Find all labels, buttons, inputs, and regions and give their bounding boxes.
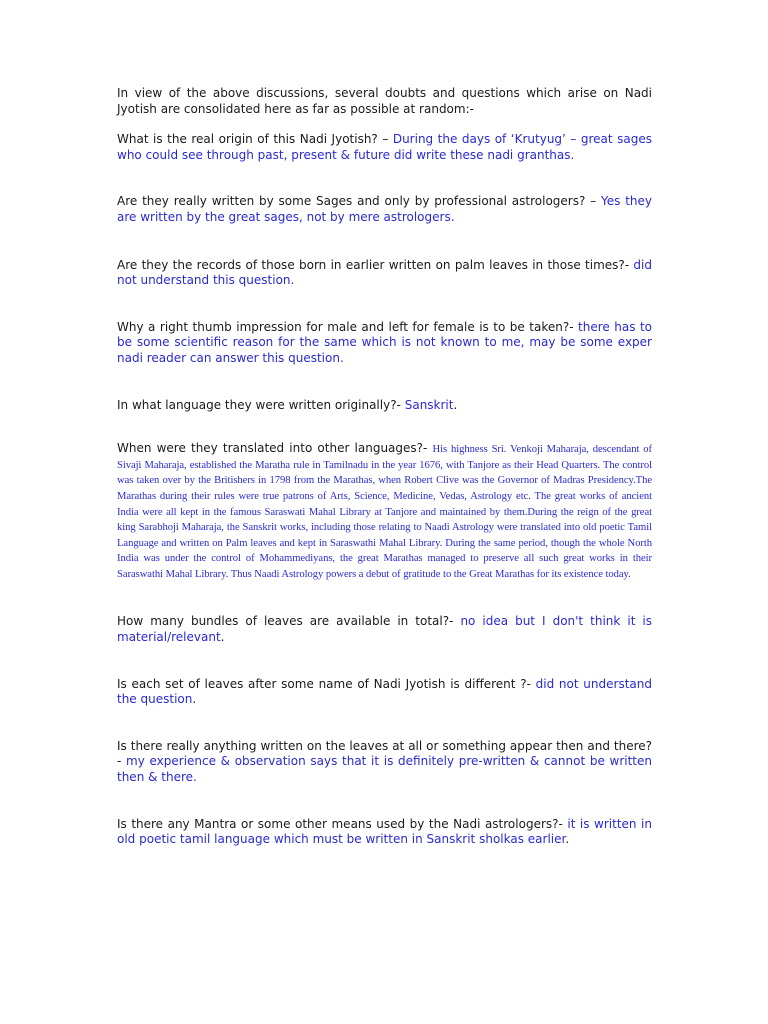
- qa-paragraph-thumb-impression: [117, 320, 652, 367]
- answer-text: During the days of ‘Krutyug’ – great sages who could see through past, present & future did write these nadi granthas.: [117, 132, 652, 162]
- intro-paragraph: In view of the above discussions, several doubts and questions which arise on Nadi Jyotish are consolidated here as far as possible at random:-: [117, 86, 652, 116]
- qa-paragraph-language: [117, 398, 652, 414]
- answer-text: did not understand the question: [117, 676, 652, 707]
- question-text: Why a right thumb impression for male and left for female is to be taken?-: [117, 319, 579, 334]
- document-body: [117, 86, 652, 848]
- answer-text: my experience & observation says that it is definitely pre-written & cannot be written then & there.: [117, 754, 652, 785]
- question-text: In what language they were written originally?-: [117, 397, 405, 412]
- qa-paragraph-leaf-sets: [117, 677, 652, 708]
- qa-paragraph-bundles: [117, 614, 652, 645]
- question-text: Are they the records of those born in earlier written on palm leaves in those times?-: [117, 257, 634, 272]
- answer-text: there has to be some scientific reason for the same which is not known to me, may be some exper nadi reader can answer this question.: [117, 319, 653, 365]
- qa-paragraph-origin: [117, 132, 652, 163]
- qa-paragraph-translation: [117, 441, 652, 581]
- answer-text: Sanskrit: [404, 397, 454, 412]
- question-text: When were they translated into other languages?-: [117, 441, 433, 456]
- answer-tail: .: [192, 692, 197, 707]
- question-text: Is each set of leaves after some name of Nadi Jyotish is different ?-: [117, 676, 536, 691]
- question-text: Is there really anything written on the leaves at all or something appear then and there?-: [117, 738, 652, 769]
- answer-text: His highness Sri. Venkoji Maharaja, descendant of Sivaji Maharaja, established the Maratha rule in Tamilnadu in the year 1676, with Tanjore as their Head Quarters. The control was taken over by the Britishers in 1798 from the Marathas, when Robert Clive was the Governor of Madras Presidency.The Marathas during their rules were true patrons of Arts, Science, Medicine, Vedas, Astrology etc. The great works of ancient India were all kept in the famous Saraswati Mahal Library at Tanjore and maintained by them.During the reign of the great king Sarabhoji Maharaja, the Sanskrit works, including those relating to Naadi Astrology were translated into old poetic Tamil Language and written on Palm leaves and kept in Saraswathi Mahal Library. During the same period, though the whole North India was under the control of Mohammediyans, the great Marathas managed to preserve all such great works in their Saraswathi Mahal Library. Thus Naadi Astrology powers a debut of gratitude to the Great Marathas for its existence today.: [117, 444, 652, 580]
- answer-text: Yes they are written by the great sages, not by mere astrologers.: [117, 194, 652, 224]
- question-text: How many bundles of leaves are available in total?-: [117, 614, 461, 629]
- answer-text: it is written in old poetic tamil language which must be written in Sanskrit sholkas earlier: [117, 816, 652, 847]
- answer-tail: .: [453, 397, 458, 412]
- answer-tail: .: [220, 630, 225, 645]
- question-text: Is there any Mantra or some other means used by the Nadi astrologers?-: [117, 816, 568, 831]
- qa-paragraph-authors: [117, 194, 652, 225]
- qa-paragraph-records: [117, 258, 652, 289]
- question-text: What is the real origin of this Nadi Jyotish? –: [117, 132, 393, 147]
- answer-text: no idea but I don't think it is material/relevant: [117, 614, 652, 645]
- qa-paragraph-written-leaves: [117, 739, 652, 786]
- answer-text: did not understand this question.: [117, 257, 652, 288]
- answer-tail: .: [565, 832, 570, 847]
- question-text: Are they really written by some Sages and only by professional astrologers? –: [117, 194, 601, 209]
- qa-paragraph-mantra: [117, 817, 652, 848]
